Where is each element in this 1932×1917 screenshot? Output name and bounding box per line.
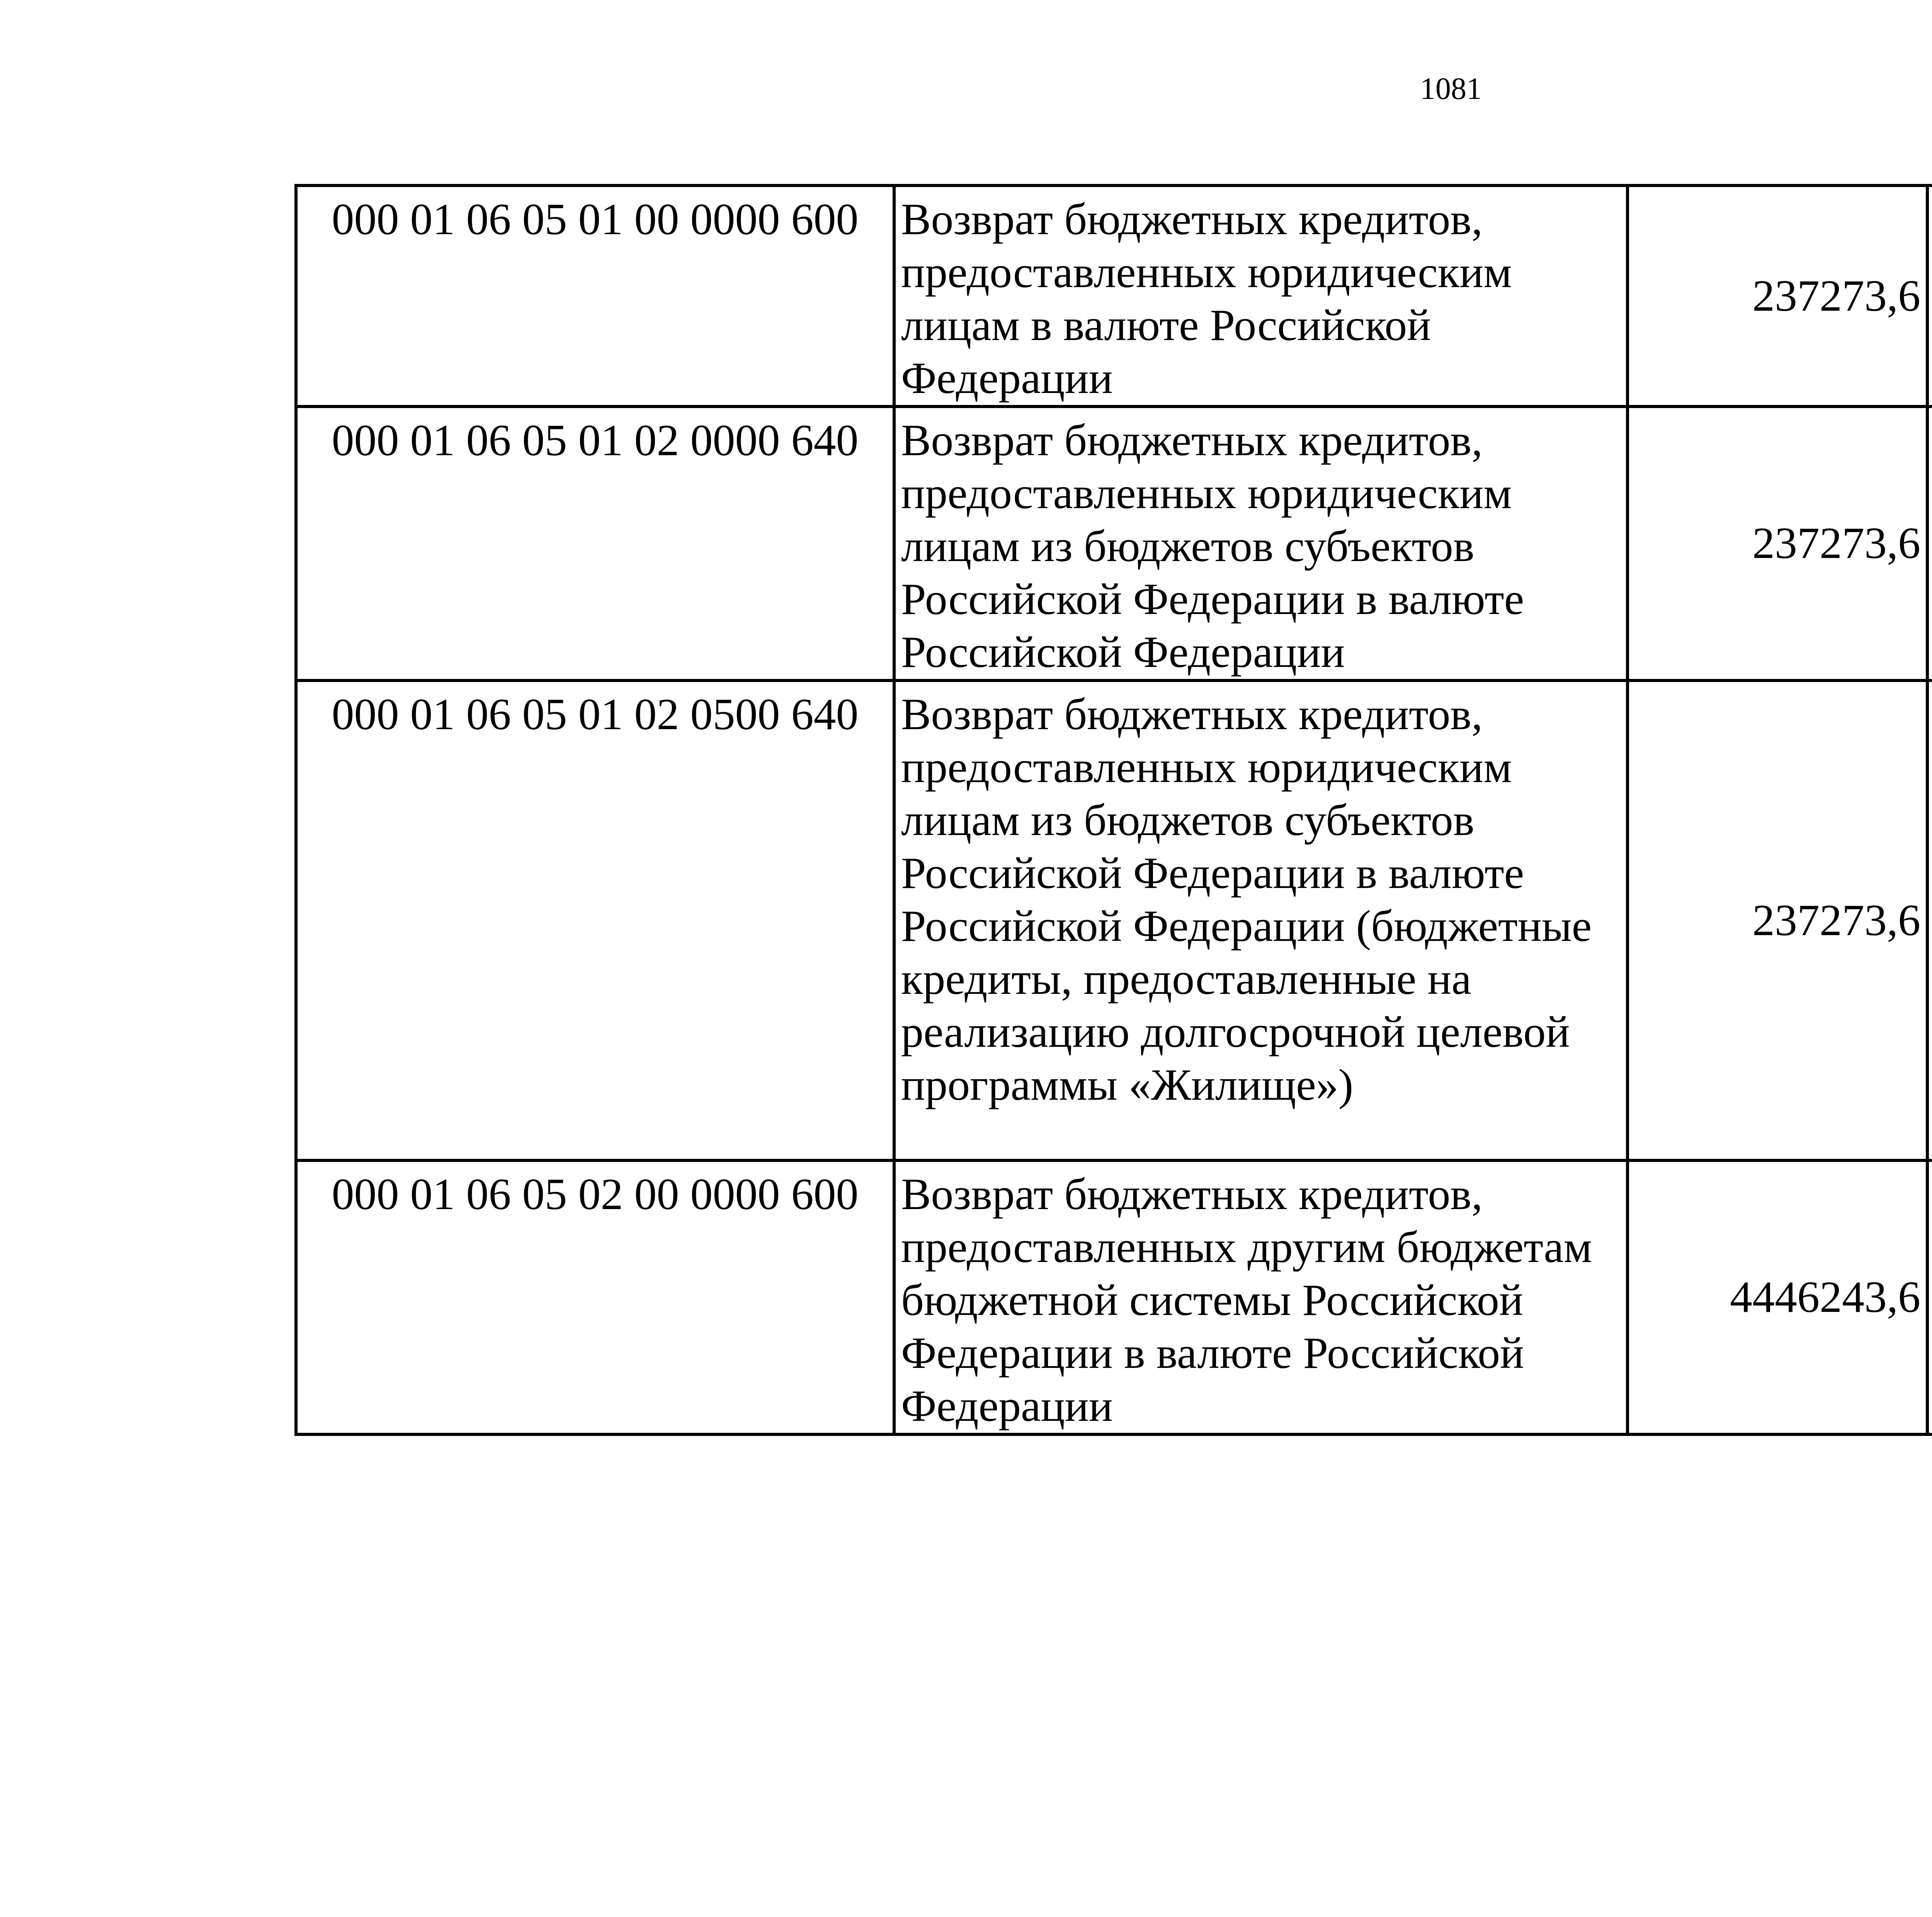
amount-cell-year-1: 237273,6 bbox=[1628, 680, 1927, 1160]
budget-code-cell: 000 01 06 05 02 00 0000 600 bbox=[296, 1160, 894, 1434]
amount-cell-year-2 bbox=[1927, 680, 1932, 1160]
budget-code-cell: 000 01 06 05 01 00 0000 600 bbox=[296, 185, 894, 407]
description-cell: Возврат бюджетных кредитов, предоставленных юридическим лицам из бюджетов субъектов Российской Федерации в валюте Российской Федерации bbox=[894, 407, 1628, 680]
amount-cell-year-2 bbox=[1927, 185, 1932, 407]
description-cell: Возврат бюджетных кредитов, предоставленных юридическим лицам из бюджетов субъектов Российской Федерации в валюте Российской Федерации (бюджетные кредиты, предоставленные на реализацию долгосрочной целевой программы «Жилище») bbox=[894, 680, 1628, 1160]
amount-cell-year-2 bbox=[1927, 1160, 1932, 1434]
budget-code-cell: 000 01 06 05 01 02 0000 640 bbox=[296, 407, 894, 680]
budget-table bbox=[294, 184, 1932, 1436]
amount-cell-year-1: 4446243,6 bbox=[1628, 1160, 1927, 1434]
amount-cell-year-1: 237273,6 bbox=[1628, 185, 1927, 407]
description-cell: Возврат бюджетных кредитов, предоставленных юридическим лицам в валюте Российской Федерации bbox=[894, 185, 1628, 407]
table-row bbox=[296, 185, 1932, 407]
budget-code-cell: 000 01 06 05 01 02 0500 640 bbox=[296, 680, 894, 1160]
description-cell: Возврат бюджетных кредитов, предоставленных другим бюджетам бюджетной системы Российской Федерации в валюте Российской Федерации bbox=[894, 1160, 1628, 1434]
amount-cell-year-1: 237273,6 bbox=[1628, 407, 1927, 680]
page-number: 1081 bbox=[1420, 72, 1482, 106]
amount-cell-year-2 bbox=[1927, 407, 1932, 680]
table-row bbox=[296, 407, 1932, 680]
table-row bbox=[296, 680, 1932, 1160]
table-row bbox=[296, 1160, 1932, 1434]
